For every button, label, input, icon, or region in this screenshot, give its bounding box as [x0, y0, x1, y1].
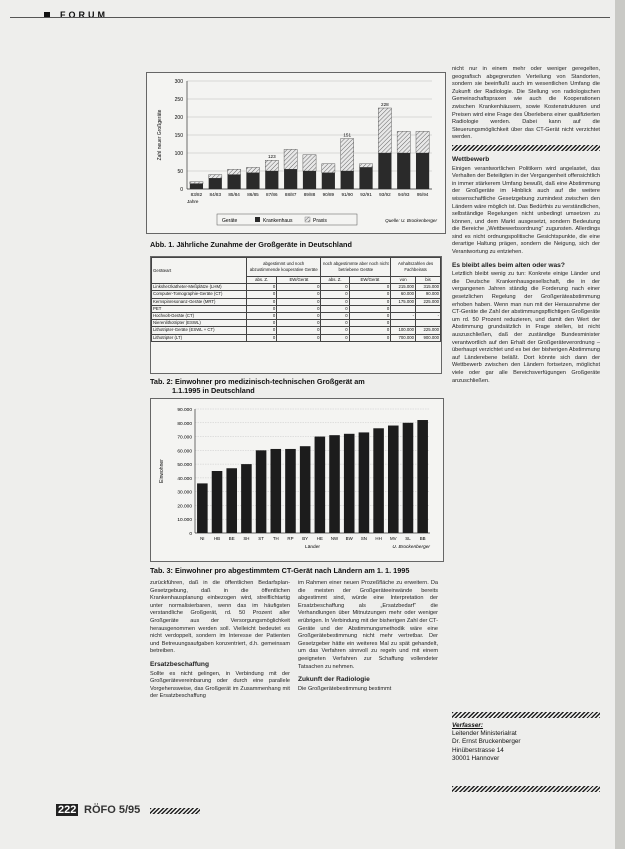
- fig1-legend-krankenhaus: Krankenhaus: [263, 218, 293, 224]
- left-column-text: [150, 580, 290, 704]
- table2-cell: 0: [349, 305, 391, 312]
- fig1-bar-krankenhaus: [265, 171, 278, 189]
- fig1-bar-krankenhaus: [209, 178, 222, 189]
- table2-frame: [150, 256, 442, 374]
- table2-cell: 0: [349, 312, 391, 319]
- table-row: [152, 312, 441, 319]
- fig3-bar: [315, 437, 326, 533]
- left-paragraph-1: zurückführen, daß in die öffentlichen Bedarfsplan-Gesetzgebung, daß in die öffentlichen Krankenhausplanung einbezogen wird, streiflichtartig unter normalisierbaren, wenn das im häufigsten verstandliche Großgerät, rd. 50 Prozent aller Großgeräte aus der Versorgungsmöglichkeit herausgenommen werden soll. Vielleicht bedeutet es nicht verdoppelt, sondern im Interesse der Patienten und Betreuungsaufgaben konzentriert, d.h. gemeinsam betreiben.: [150, 580, 290, 655]
- table-row: [152, 320, 441, 327]
- fig3-bar: [270, 449, 281, 533]
- fig3-bar: [197, 483, 208, 533]
- table2-cell: 0: [321, 312, 349, 319]
- table2-group-header: abgestimmt und noch abzustimmende kooperative Geräte: [247, 258, 321, 277]
- table2-row-label: Kernspinresonanz-Geräte (MRT): [152, 298, 247, 305]
- fig3-ytick: 30.000: [177, 490, 192, 496]
- right-paragraph-3: Letztlich bleibt wenig zu tun: Konkrete einige Länder und die Deutsche Krankenhausgesellschaft, die in der vergangenen Jahren ständig die Forderung nach einer gesetzlichen Regelung der Großgeräteabstimmung erhoben haben. Wenn man nun mit der Herausnahme der CT-Geräte die Zahl der abstimmungspflichtigen Großgeräte um rd. 50 Prozent reduzieren, und damit den Wert der Abstimmung grundsätzlich in Frage stellen, ist nicht auszuschließen, daß der zuständige Bundesminister verantwortlich auf den Erhalt der Großgeräteverordnung – überhaupt verzichtet und es bei der bisherigen Abstimmung auf Länderebene beläßt. Dort könnte sich dann der Wettbewerb zwischen den Ländern fortsetzen, möglichst viele oder gar alle Bereichsverfügungen Großgeräte anzuschließen.: [452, 271, 600, 384]
- fig1-ytick: 200: [174, 115, 183, 121]
- fig1-source: Quelle: U. Brockenberger: [385, 218, 437, 223]
- header-rule: [10, 17, 610, 18]
- fig1-data-label: 228: [381, 102, 389, 107]
- fig3-xlabel: Länder: [305, 545, 320, 550]
- table2-sub-header: EW/Gerät: [277, 277, 321, 284]
- fig1-data-label: 151: [343, 132, 352, 138]
- fig1-bar-praxis: [228, 169, 241, 174]
- fig1-xtick: 85/84: [228, 192, 240, 197]
- fig1-xtick: 89/88: [303, 192, 316, 197]
- figure3-frame: [150, 398, 444, 562]
- table2-row-label: Lithotripter-Geräte (ESWL + CT): [152, 327, 247, 334]
- table2-cell: 0: [321, 298, 349, 305]
- middle-paragraph-2: Die Großgerätebestimmung bestimmt: [298, 685, 392, 692]
- author-address: [452, 722, 602, 763]
- fig3-bar: [329, 435, 340, 533]
- table2-row-label: Computer-Tomographie-Geräte (CT): [152, 291, 247, 298]
- fig3-xtick: NI: [200, 536, 205, 541]
- fig3-bar: [300, 446, 311, 533]
- address-line: Leitender Ministerialrat: [452, 730, 517, 738]
- fig1-bar-krankenhaus: [303, 171, 316, 189]
- fig3-xtick: SL: [405, 536, 411, 541]
- table2-cell: 0: [321, 305, 349, 312]
- fig3-ytick: 90.000: [177, 408, 192, 413]
- fig3-bar: [256, 450, 267, 533]
- fig1-ytick: 150: [174, 133, 183, 139]
- table2-sub-header: bis: [416, 277, 441, 284]
- table2-row-label: Hochvolt-Geräte (CT): [152, 312, 247, 319]
- fig1-bar-krankenhaus: [190, 184, 203, 189]
- fig3-ytick: 60.000: [177, 449, 192, 455]
- table2-cell: 0: [277, 298, 321, 305]
- table-row: [152, 298, 441, 305]
- fig3-xtick: MV: [389, 536, 397, 541]
- fig3-ytick: 40.000: [177, 476, 192, 482]
- fig1-bar-krankenhaus: [228, 175, 241, 189]
- table2-cell: 700.000: [391, 334, 416, 341]
- fig3-source: U. Brockenberger: [392, 545, 430, 550]
- table2-cell: 0: [349, 320, 391, 327]
- fig1-bar-krankenhaus: [378, 153, 391, 189]
- table2-cell: 215.000: [391, 284, 416, 291]
- figure1-chart: [147, 73, 445, 233]
- fig1-ytick: 300: [174, 79, 183, 85]
- table2-cell: 0: [277, 284, 321, 291]
- table2-cell: 0: [247, 320, 277, 327]
- fig1-xtick: 95/94: [416, 192, 429, 197]
- figure1-frame: [146, 72, 446, 234]
- fig1-bar-praxis: [303, 155, 316, 171]
- fig3-xtick: SN: [360, 536, 367, 541]
- table2-cell: [416, 305, 441, 312]
- fig3-xtick: RP: [287, 536, 294, 541]
- fig1-bar-praxis: [284, 149, 297, 169]
- table2-row-label: Linksherzkatheter-Meßplätze (LHM): [152, 284, 247, 291]
- table2-row-label: Lithotripter (LT): [152, 334, 247, 341]
- fig1-xtick: 90/89: [322, 192, 335, 197]
- table2-cell: 0: [349, 327, 391, 334]
- fig1-bar-praxis: [209, 175, 222, 179]
- fig1-bar-krankenhaus: [341, 171, 354, 189]
- fig3-bar: [212, 471, 223, 533]
- fig1-bar-praxis: [246, 167, 259, 172]
- right-column-text: [452, 66, 600, 388]
- fig1-legend-swatch-krankenhaus: [255, 217, 260, 222]
- table2-caption-line2: 1.1.1995 in Deutschland: [172, 386, 255, 395]
- section-header: FORUM: [60, 10, 108, 20]
- table2-cell: 90.000: [416, 291, 441, 298]
- table2-caption: [150, 377, 450, 395]
- fig1-legend-prefix: Geräte: [222, 218, 238, 224]
- table2-sub-header: EW/Gerät: [349, 277, 391, 284]
- fig1-bar-krankenhaus: [322, 173, 335, 189]
- table2-sub-header: von: [391, 277, 416, 284]
- fig1-bar-praxis: [416, 131, 429, 153]
- heading-ersatzbeschaffung: Ersatzbeschaffung: [150, 660, 209, 668]
- fig3-xtick: BE: [228, 536, 235, 541]
- table2-cell: 0: [247, 312, 277, 319]
- fig1-bar-krankenhaus: [359, 167, 372, 189]
- fig3-ytick: 0: [189, 532, 192, 537]
- table2-caption-line1: Tab. 2: Einwohner pro medizinisch-technischen Großgerät am: [150, 377, 365, 386]
- fig1-bar-krankenhaus: [416, 153, 429, 189]
- table2-cell: 0: [277, 320, 321, 327]
- table-row: [152, 284, 441, 291]
- figure1-caption: Abb. 1. Jährliche Zunahme der Großgeräte in Deutschland: [150, 240, 352, 249]
- fig3-bar: [388, 426, 399, 533]
- fig3-xtick: NW: [330, 536, 339, 541]
- figure3-caption: Tab. 3: Einwohner pro abgestimmtem CT-Gerät nach Ländern am 1. 1. 1995: [150, 566, 410, 575]
- middle-column-text: [298, 580, 438, 696]
- table2-row-label: Nierenlithotripter (ESWL): [152, 320, 247, 327]
- table2-group-header: Anhaltszahlen des Fachbeirats: [391, 258, 441, 277]
- right-paragraph-2: Einigen verantwortlichen Politikern wird angelastet, das Verhalten der Beteiligten in der Vergangenheit offensichtlich in immer stärkerem Umfang bewußt, daß eine Abstimmung der Großgeräte im Hinblick auch auf die weitere wissenschaftliche Gesetzgebung zumindest zwischen den Ländern wäre möglich ist. Das Bedürfnis zu verständlichen, selbständige Regelungen nicht unbedingt umsetzen zu können, und dem Markt ausgesetzt, sondern Bedeutung die Bereiche „Wettbewerbsordnung“ zugunsten. Allerdings sind es nicht ordnungspolitische Gesichtspunkte, die eine derartige Haltung prägen, sondern die Neigung, sich der Verantwortung zu entziehen.: [452, 165, 600, 256]
- address-divider-bottom: [452, 786, 600, 792]
- fig3-xtick: HH: [375, 536, 382, 541]
- table2-cell: 60.000: [391, 291, 416, 298]
- fig3-xtick: BB: [419, 536, 426, 541]
- fig3-bar: [241, 464, 252, 533]
- table2-cell: 0: [277, 312, 321, 319]
- fig1-bar-praxis: [322, 164, 335, 173]
- fig3-bar: [344, 434, 355, 533]
- fig1-bar-krankenhaus: [246, 173, 259, 189]
- table2-cell: [391, 305, 416, 312]
- table2-cell: 900.000: [416, 334, 441, 341]
- table2-cell: 0: [321, 327, 349, 334]
- fig3-xtick: TH: [272, 536, 279, 541]
- table2-sub-header: abs. Z.: [247, 277, 277, 284]
- address-heading: Verfasser:: [452, 722, 484, 729]
- left-paragraph-2: Sollte es nicht gelingen, in Verbindung mit der Großgerätevereinbarung oder durch eine parallele Vorgehensweise, das Großgerät im Zusammenhang mit der Ersatzbeschaffung: [150, 670, 290, 700]
- table2-cell: 0: [247, 327, 277, 334]
- table2-cell: 0: [247, 334, 277, 341]
- footer-hatch: [150, 808, 200, 814]
- fig3-xtick: HB: [213, 536, 221, 541]
- table2-cell: 315.000: [416, 284, 441, 291]
- table-row: [152, 327, 441, 334]
- heading-zukunft: Zukunft der Radiologie: [298, 676, 370, 684]
- fig1-xtick: 93/92: [379, 192, 391, 197]
- table-row: [152, 334, 441, 341]
- table2-cell: [416, 320, 441, 327]
- fig3-xtick: ST: [258, 536, 264, 541]
- table2-cell: -: [416, 312, 441, 319]
- fig1-ylabel: Zahl neuer Großgeräte: [157, 109, 163, 161]
- fig3-ytick: 20.000: [177, 504, 192, 510]
- fig3-xtick: BY: [302, 536, 309, 541]
- address-line: Hinüberstrasse 14: [452, 746, 504, 754]
- fig1-xtick: 83/82: [190, 192, 203, 197]
- fig3-bar: [373, 428, 384, 533]
- fig3-bar: [403, 423, 414, 533]
- table2-cell: 0: [349, 298, 391, 305]
- fig3-xtick: BW: [345, 536, 353, 541]
- fig1-ytick: 100: [174, 151, 183, 157]
- table2-cell: 175.000: [391, 298, 416, 305]
- address-line: 30001 Hannover: [452, 754, 500, 762]
- fig1-bar-praxis: [265, 160, 278, 171]
- fig3-bar: [359, 432, 370, 533]
- fig3-bar: [226, 468, 237, 533]
- table-row: [152, 291, 441, 298]
- table2-sub-header: abs. Z.: [321, 277, 349, 284]
- fig1-bar-krankenhaus: [397, 153, 410, 189]
- table2-cell: 0: [277, 305, 321, 312]
- table2-cell: 100.000: [391, 327, 416, 334]
- table2-cell: -: [391, 312, 416, 319]
- fig3-ylabel: Einwohner: [159, 459, 165, 483]
- fig1-bar-praxis: [359, 164, 372, 168]
- fig1-bar-krankenhaus: [284, 169, 297, 189]
- fig1-bar-praxis: [341, 139, 354, 171]
- address-line: Dr. Ernst Bruckenberger: [452, 738, 521, 746]
- heading-wettbewerb: Wettbewerb: [452, 155, 490, 163]
- fig1-ytick: 50: [177, 169, 183, 175]
- table2: [151, 257, 441, 342]
- table2-cell: 0: [349, 334, 391, 341]
- divider-hatch: [452, 145, 600, 151]
- fig3-bar: [417, 420, 428, 533]
- table2-cell: 0: [321, 284, 349, 291]
- table2-group-header: noch abgestimmte aber noch nicht betriebene Geräte: [321, 258, 391, 277]
- table2-cell: 0: [277, 334, 321, 341]
- table2-cell: 0: [277, 291, 321, 298]
- fig1-ytick: 250: [174, 97, 183, 103]
- table2-cell: 225.000: [416, 298, 441, 305]
- fig1-xtick: 87/86: [266, 192, 278, 197]
- table2-cell: 0: [247, 298, 277, 305]
- fig1-xlabel: Jahre: [187, 199, 199, 204]
- fig3-ytick: 80.000: [177, 421, 192, 427]
- fig3-xtick: SH: [243, 536, 250, 541]
- fig3-xtick: HE: [316, 536, 323, 541]
- heading-es-bleibt: Es bleibt alles beim alten oder was?: [452, 261, 565, 269]
- table2-col-header: Geräteart: [152, 258, 247, 284]
- next-page-edge: [615, 0, 625, 849]
- issue-label: RÖFO 5/95: [84, 804, 141, 816]
- page-number: 222: [58, 804, 77, 816]
- table2-row-label: PET: [152, 305, 247, 312]
- table2-cell: 0: [349, 284, 391, 291]
- table2-cell: 0: [247, 291, 277, 298]
- table2-cell: 0: [247, 284, 277, 291]
- table2-cell: 225.000: [416, 327, 441, 334]
- fig1-xtick: 91/90: [341, 192, 353, 197]
- fig1-xtick: 94/93: [397, 192, 410, 197]
- table-row: [152, 305, 441, 312]
- fig1-xtick: 86/85: [247, 192, 259, 197]
- table2-cell: 0: [349, 291, 391, 298]
- figure3-chart: [151, 399, 443, 561]
- fig3-ytick: 50.000: [177, 463, 192, 469]
- fig1-xtick: 92/91: [360, 192, 372, 197]
- fig1-bar-praxis: [190, 182, 203, 184]
- right-paragraph-1: nicht nur in einem mehr oder weniger geregelten, geografisch abgegrenzten Verteilung von Standorten, sondern sie beeinflußt auch im wesentlichen Umfang die Zukunft der Radiologie. Die Stellung von radiologischen Gemeinschaftspraxen wie auch die Kooperationen zwischen Krankenhäusern, sowie Kostenstrukturen und Preisen wird eine Frage des Überlebens einer qualifizierten Radiologie werden. Dabei kann auf die Steuerungsmöglichkeit über das CT-Gerät nicht verzichtet werden.: [452, 66, 600, 141]
- fig1-bar-praxis: [378, 108, 391, 153]
- fig1-xtick: 84/83: [209, 192, 222, 197]
- fig1-data-label: 123: [267, 154, 276, 160]
- table2-cell: 0: [321, 334, 349, 341]
- table2-cell: 0: [321, 291, 349, 298]
- fig3-ytick: 70.000: [177, 435, 192, 441]
- table2-cell: 0: [321, 320, 349, 327]
- middle-paragraph-1: im Rahmen einer neuen Prozeßfläche zu erweitern. Da die meisten der Großgeräteeinwände bereits abgestimmt sind, würde eine Interpretation der Ersatzbeschaffung als „Ersatzbedarf“ die Verhandlungen über Mitnutzungen mehr oder weniger erübrigen. In Verbindung mit der bisherigen Zahl der CT-Geräte und der Abstimmungsmethodik wäre eine Großgerätebestimmung nicht mehr vertretbar. Der Gesetzgeber hätte ein weiteres Mal zu spät gehandelt, um das Verfahren sinnvoll zu regeln und mit einem geeigneten Verfahren zur Schaffung vollendeter Tatsachen zu nehmen.: [298, 580, 438, 670]
- fig1-legend-swatch-praxis: [305, 217, 310, 222]
- fig3-bar: [285, 449, 296, 533]
- table2-cell: 0: [247, 305, 277, 312]
- address-divider-top: [452, 712, 600, 718]
- table2-cell: 0: [277, 327, 321, 334]
- fig1-bar-praxis: [397, 131, 410, 153]
- fig3-ytick: 10.000: [177, 518, 192, 524]
- table2-cell: [391, 320, 416, 327]
- table2-header-row: [152, 258, 441, 277]
- fig1-ytick: 0: [180, 187, 183, 193]
- fig1-xtick: 88/87: [284, 192, 297, 197]
- fig1-legend-praxis: Praxis: [313, 218, 327, 224]
- address-lines: [452, 730, 602, 763]
